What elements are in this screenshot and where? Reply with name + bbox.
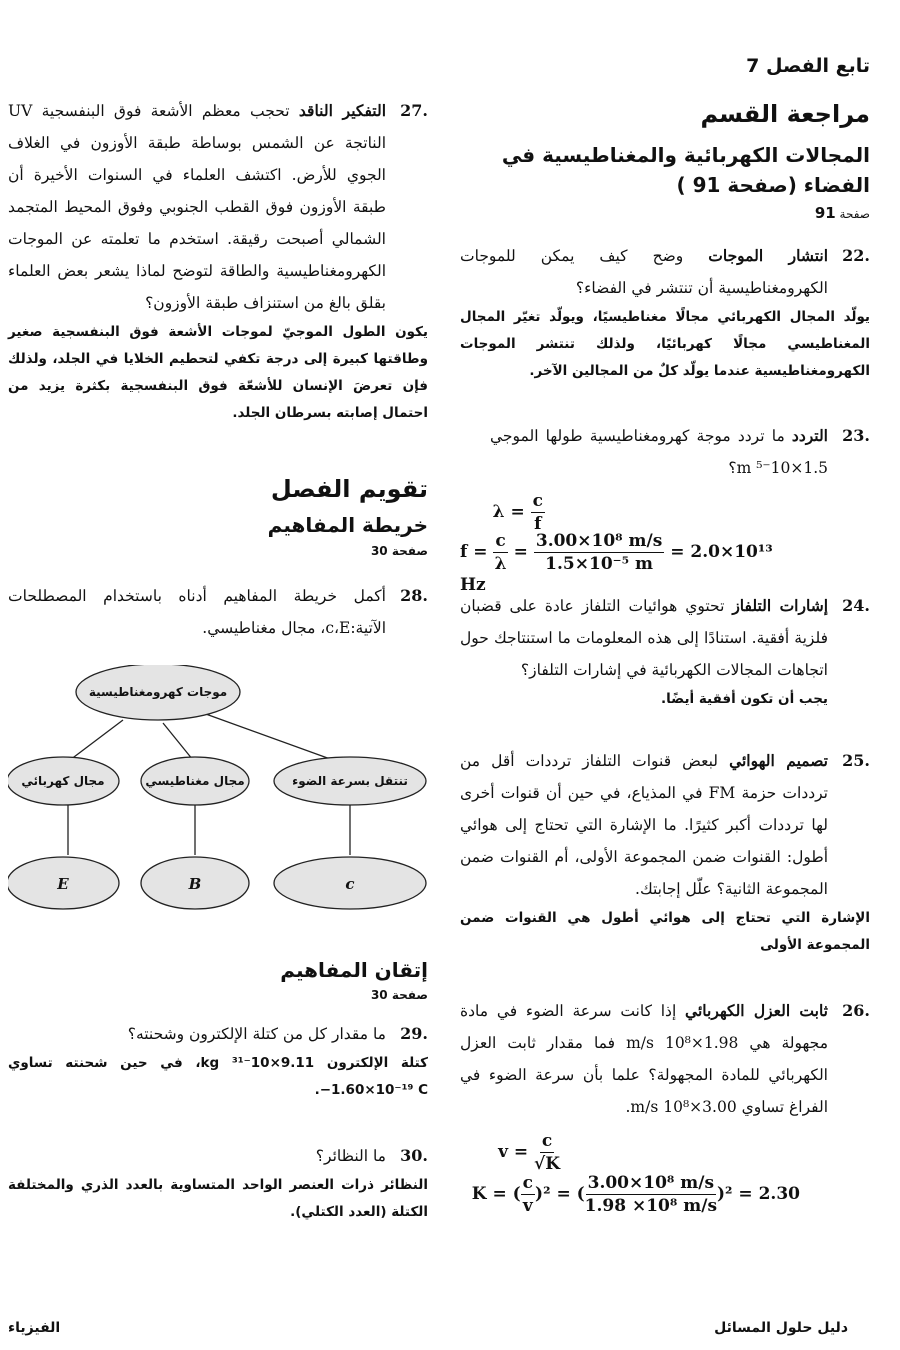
node-label: مجال كهربائي	[21, 774, 105, 788]
question-22: .22 انتشار الموجات وضح كيف يمكن للموجات الكهرومغناطيسية أن تنتشر في الفضاء؟ يولّد المجال الكهربائي مجالًا مغناطيسيًا، ويولّد تغيّر المجال المغناطيسي مجالًا كهربائيًا، ولذلك تنتشر الموجات الكهرومغناطيسية عندما يولّد كلٌ من المجالين الآخر.	[460, 240, 870, 385]
question-28: .28 أكمل خريطة المفاهيم أدناه باستخدام المصطلحات الآتية:c،E، مجال مغناطيسي.	[8, 586, 428, 637]
chapter-evaluation-title: تقويم الفصل	[270, 475, 428, 503]
footer-subject: الفيزياء	[8, 1320, 61, 1336]
node-label: c	[345, 875, 355, 893]
connector-line	[70, 720, 123, 760]
answer-24: يجب أن تكون أفقية أيضًا.	[660, 691, 828, 707]
formula-23-wavelength: λ = $\frac{c}{f}$	[492, 491, 543, 534]
concept-map-title: خريطة المفاهيم	[267, 513, 428, 537]
concept-map	[8, 665, 428, 915]
section-title: مراجعة القسم	[700, 100, 870, 128]
mastery-title: إتقان المفاهيم	[280, 958, 428, 982]
answer-30: النظائر ذرات العنصر الواحد المتساوية بالعدد الذري والمختلفة الكتلة (العدد الكتلي).	[8, 1177, 428, 1220]
question-25: .25 تصميم الهوائي لبعض قنوات التلفاز ترددات أقل من ترددات حزمة FM في المذياع، في حين أن قنوات أخرى لها ترددات أكبر كثيرًا. ما الإشارة التي تحتاج إلى هوائي أطول: القنوات ضمن المجموعة الأولى، أم القنوات ضمن المجموعة الثانية؟ علّل إجابتك. الإشارة التي تحتاج إلى هوائي أطول هي القنوات ضمن المجموعة الأولى	[460, 745, 870, 959]
question-29: .29 ما مقدار كل من كتلة الإلكترون وشحنته؟ كتلة الإلكترون 9.11×10⁻³¹ kg، في حين شحنته تساوي ‎−1.60×10⁻¹⁹ C.	[8, 1018, 428, 1104]
node-label: E	[57, 875, 69, 893]
question-30: .30 ما النظائر؟ النظائر ذرات العنصر الواحد المتساوية بالعدد الذري والمختلفة الكتلة (العدد الكتلي).	[8, 1140, 428, 1226]
concept-map-page-ref: صفحة 30	[370, 544, 428, 558]
node-label: موجات كهرومغناطيسية	[88, 685, 228, 699]
node-label: B	[188, 875, 202, 893]
answer-25: الإشارة التي تحتاج إلى هوائي أطول هي القنوات ضمن المجموعة الأولى	[460, 910, 870, 953]
page-reference: صفحة 91	[814, 204, 870, 222]
section-sub-title: المجالات الكهربائية والمغناطيسية في الفضاء (صفحة 91 )	[501, 143, 870, 197]
formula-26-velocity: v = $\frac{c}{√K}$	[498, 1131, 560, 1174]
footer-guide-title: دليل حلول المسائل	[714, 1320, 848, 1336]
connector-line	[203, 713, 333, 760]
formula-23-frequency: f = $\frac{c}{\lambda}$ = $\frac{\text{3.00×10⁸ m/s}}{\text{1.5×10⁻⁵ m}}$ = 2.0×10¹³ Hz	[460, 531, 773, 595]
mastery-page-ref: صفحة 30	[370, 988, 428, 1002]
question-27: .27 التفكير الناقد تحجب معظم الأشعة فوق البنفسجية UV الناتجة عن الشمس بوساطة طبقة الأوزون في الغلاف الجوي للأرض. اكتشف العلماء في السنوات الأخيرة أن طبقة الأوزون فوق القطب الجنوبي وفوق المحيط المتجمد الشمالي أصبحت رقيقة. استخدم ما تعلمته عن الموجات الكهرومغناطيسية والطاقة لتوضح لماذا يشعر بعض العلماء بقلق بالغ من استنزاف طبقة الأوزون؟ يكون الطول الموجيّ لموجات الأشعة فوق البنفسجية صغير وطاقتها كبيرة إلى درجة تكفي لتحطيم الخلايا في الجلد، ولذلك فإن تعرضَ الإنسان للأشعّة فوق البنفسجية بكثرة يزيد من احتمال إصابته بسرطان الجلد.	[8, 95, 428, 427]
question-23: .23 التردد ما تردد موجة كهرومغناطيسية طولها الموجي 1.5×10⁻⁵ m؟	[490, 426, 870, 477]
chapter-heading: تابع الفصل 7	[746, 55, 870, 77]
question-26: .26 ثابت العزل الكهربائي إذا كانت سرعة الضوء في مادة مجهولة هي 1.98×10⁸ m/s فما مقدار ثابت العزل الكهربائي للمادة المجهولة؟ علما بأن سرعة الضوء في الفراغ تساوي 3.00×10⁸ m/s.	[460, 1001, 870, 1116]
connector-line	[163, 723, 193, 760]
node-label: مجال مغناطيسي	[145, 774, 245, 788]
answer-22: يولّد المجال الكهربائي مجالًا مغناطيسيًا، ويولّد تغيّر المجال المغناطيسي مجالًا كهربائيًا، ولذلك تنتشر الموجات الكهرومغناطيسية عندما يولّد كلٌ من المجالين الآخر.	[460, 309, 870, 379]
node-label: تنتقل بسرعة الضوء	[292, 774, 408, 788]
question-24: .24 إشارات التلفاز تحتوي هوائيات التلفاز عادة على قضبان فلزية أفقية. استنادًا إلى هذه المعلومات ما استنتاجك حول اتجاهات المجالات الكهربائية في إشارات التلفاز؟ يجب أن تكون أفقية أيضًا.	[460, 590, 870, 713]
answer-27: يكون الطول الموجيّ لموجات الأشعة فوق البنفسجية صغير وطاقتها كبيرة إلى درجة تكفي لتحطيم الخلايا في الجلد، ولذلك فإن تعرضَ الإنسان للأشعّة فوق البنفسجية بكثرة يزيد من احتمال إصابته بسرطان الجلد.	[8, 324, 428, 421]
formula-26-constant: K = ( $\frac{c}{v}$ )² = ( $\frac{\text{3.00×10⁸ m/s}}{\text{1.98 ×10⁸ m/s}}$ )² = 2.30	[471, 1173, 800, 1216]
answer-29: كتلة الإلكترون 9.11×10⁻³¹ kg، في حين شحنته تساوي ‎−1.60×10⁻¹⁹ C.	[8, 1055, 428, 1098]
